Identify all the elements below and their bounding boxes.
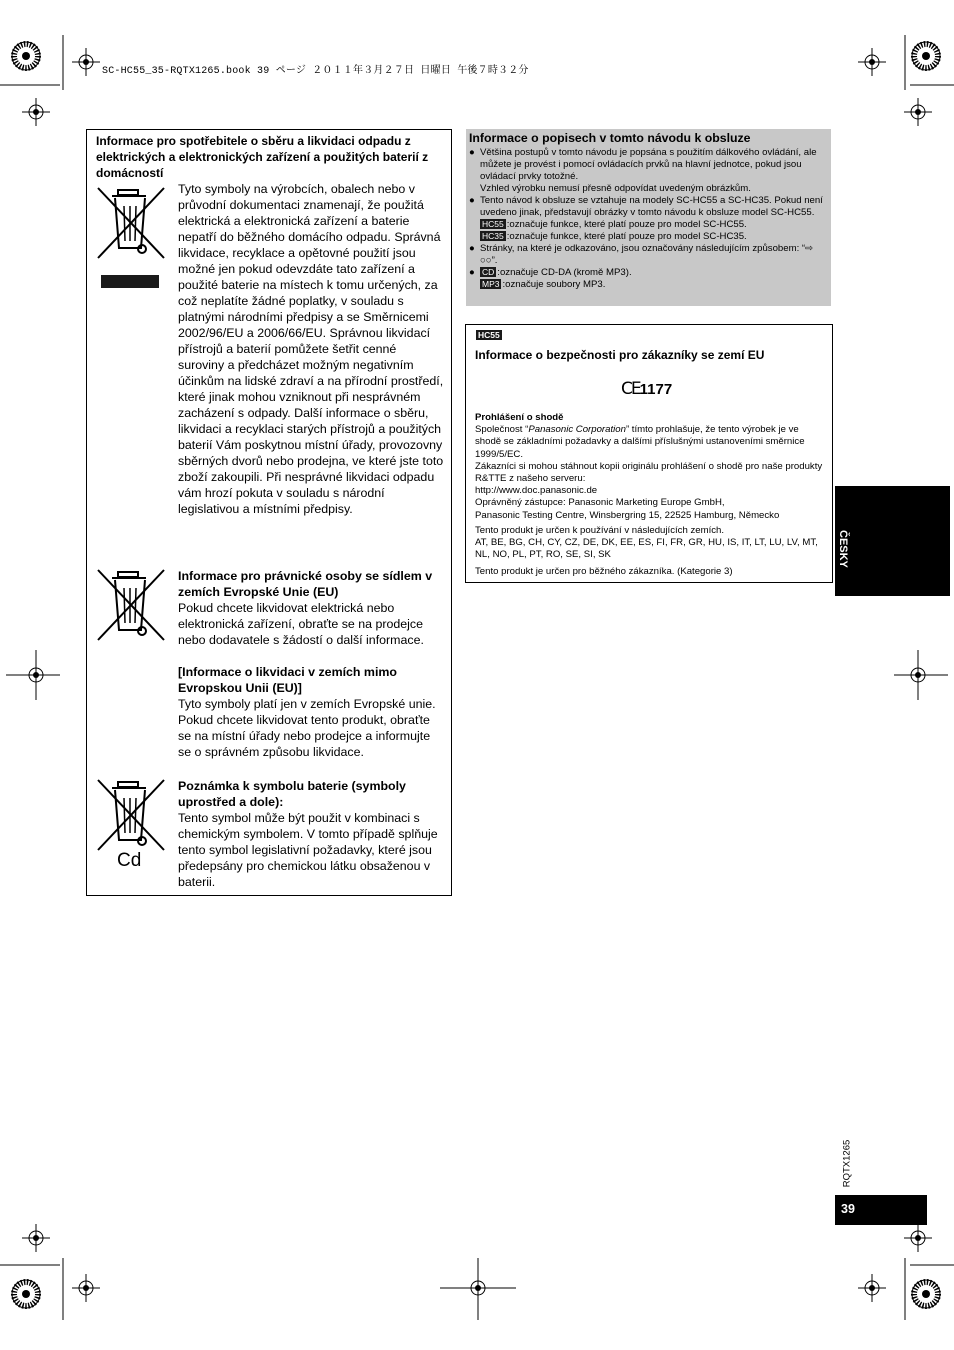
battery-title: Poznámka k symbolu baterie (symboly uprostřed a dole): <box>178 779 406 809</box>
page-number: 39 <box>841 1202 855 1216</box>
disposal-body: Tyto symboly na výrobcích, obalech nebo v průvodní dokumentaci znamenají, že použitá elektrická a elektronická zařízení a baterie nepatří do běžného domácího odpadu. Správná likvidace, recyklace a opětovné použití jsou možné jen pokud odevzdáte tato zařízení a použité baterie na místech k tomu určených, za což neplatíte žádné poplatky, v souladu s platnými národními předpisy a se Směrnicemi 2002/96/EU a 2006/66/EU. Správnou likvidací přístrojů a baterií pomůžete šetřit cenné suroviny a předcházet možným negativním účinkům na lidské zdraví a na přírodní prostředí, které jinak mohou vzniknout při nesprávném zacházení s odpady. Další informace o sběru, likvidaci a recyklaci starých přístrojů a použitých baterií Vám poskytnou místní úřady, provozovny sběrných dvorů nebo prodejna, ve které jste toto zboží zakoupili. Při nesprávné likvidaci odpadu vám hrozí pokuta v souladu s národní legislativou a místními předpisy. <box>178 182 444 516</box>
eu-safety-box <box>465 324 833 583</box>
battery-section <box>178 778 444 890</box>
hc35-tag: HC35 <box>482 231 504 241</box>
list-item: ● CD :označuje CD-DA (kromě MP3). MP3 :označuje soubory MP3. <box>469 267 632 290</box>
disposal-title: Informace pro spotřebitele o sběru a likvidaci odpadu z elektrických a elektronických zařízení a použitých baterií z domácností <box>96 134 429 180</box>
manual-info-box <box>466 129 831 306</box>
black-bar-symbol <box>101 275 159 288</box>
manual-info-title: Informace o popisech v tomto návodu k obsluze <box>469 131 751 145</box>
hc55-tag: HC55 <box>482 219 504 229</box>
crossed-bin-icon <box>96 568 166 642</box>
non-eu-title: [Informace o likvidaci v zemích mimo Evropskou Unii (EU)] <box>178 665 397 695</box>
non-eu-section <box>178 664 444 760</box>
business-section <box>178 568 444 648</box>
crossed-bin-icon <box>96 186 166 260</box>
doc-url: http://www.doc.panasonic.de <box>475 485 598 497</box>
declaration-title: Prohlášení o shodě <box>475 412 564 423</box>
mp3-tag: MP3 <box>482 279 500 289</box>
print-header: SC-HC55_35-RQTX1265.book 39 ページ ２０１１年３月２７日 日曜日 午後７時３２分 <box>102 66 529 77</box>
cd-chemical-label: Cd <box>117 850 142 871</box>
business-title: Informace pro právnické osoby se sídlem v zemích Evropské Unie (EU) <box>178 569 433 599</box>
safety-title: Informace o bezpečnosti pro zákazníky se zemí EU <box>475 348 765 362</box>
list-item: ● Většina postupů v tomto návodu je popsána s použitím dálkového ovládání, ale můžete je provést i pomocí ovládacích prvků na hlavní jednotce, pokud jsou ovládací prvky totožné. Vzhled výrobku nemusí přesně odpovídat uvedeným obrázkům. <box>469 147 817 194</box>
disposal-info-box <box>86 129 452 896</box>
ce-mark-icon: CE1177 <box>621 379 673 399</box>
document-code: RQTX1265 <box>841 1139 853 1188</box>
language-tab <box>835 486 950 596</box>
list-item: ● Stránky, na které je odkazováno, jsou označovány následujícím způsobem: “⇨ ○○”. <box>469 243 814 266</box>
manual-info-list <box>469 147 826 291</box>
language-label: ČESKY <box>837 530 849 568</box>
cd-tag: CD <box>482 267 495 277</box>
list-item: ● Tento návod k obsluze se vztahuje na modely SC-HC55 a SC-HC35. Pokud není uvedeno jinak, představují obrázky v tomto návodu k obsluze model SC-HC55. HC55 :označuje funkce, které platí pouze pro model SC-HC55. HC35 :označuje funkce, které platí pouze pro model SC-HC35. <box>469 195 823 242</box>
battery-text: Tento symbol může být použit v kombinaci s chemickým symbolem. V tomto případě splňuje tento symbol legislativní požadavky, které jsou předepsány pro chemickou látku obsaženou v baterii. <box>178 811 438 889</box>
country-list: AT, BE, BG, CH, CY, CZ, DE, DK, EE, ES, FI, FR, GR, HU, IS, IT, LT, LU, LV, MT, NL, NO, PL, PT, RO, SE, SI, SK <box>475 537 818 561</box>
safety-body: Prohlášení o shodě Společnost “Panasonic Corporation” tímto prohlašuje, že tento výrobek je ve shodě se základními požadavky a dalšími příslušnými ustanoveními směrnice 1999/5/EC. Zákazníci si mohou stáhnout kopii originálu prohlášení o shodě pro naše produkty R&TTE z našeho serveru: http://www.doc.panasonic.de Oprávněný zástupce: Panasonic Marketing Europe GmbH, Panasonic Testing Centre, Winsbergring 15, 22525 Hamburg, Německo Tento produkt je určen k používání v následujících zemích. AT, BE, BG, CH, CY, CZ, DE, DK, EE, ES, FI, FR, GR, HU, IS, IT, LT, LU, LV, MT, NL, NO, PL, PT, RO, SE, SI, SK Tento produkt je určen pro běžného zákazníka. (Kategorie 3) <box>475 412 827 579</box>
crossed-bin-icon <box>96 778 166 852</box>
non-eu-text: Tyto symboly platí jen v zemích Evropské unie. Pokud chcete likvidovat tento produkt, obraťte se na místní úřady nebo prodejce a informujte se o správném způsobu likvidace. <box>178 697 436 759</box>
declaration-text: Společnost “Panasonic Corporation” tímto prohlašuje, že tento výrobek je ve shodě se základními požadavky a dalšími příslušnými ustanoveními směrnice 1999/5/EC. <box>475 424 805 460</box>
page-number-box <box>835 1195 927 1225</box>
hc55-tag: HC55 <box>478 330 500 340</box>
business-text: Pokud chcete likvidovat elektrická nebo elektronická zařízení, obraťte se na prodejce nebo dodavatele s žádostí o další informace. <box>178 601 424 647</box>
